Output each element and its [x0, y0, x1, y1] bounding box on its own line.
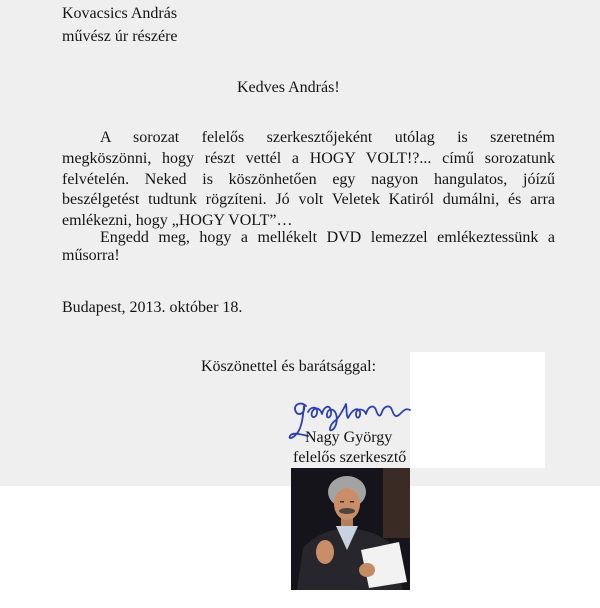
closing-phrase: Köszönettel és barátsággal: — [201, 358, 377, 375]
body-line: A sorozat felelős szerkesztőjeként utólag is szeretném — [100, 129, 555, 146]
body-line: beszélgetést tudtunk rögzíteni. Jó volt Veletek Katiról dumálni, és arra — [62, 191, 555, 209]
hand-holding-paper — [359, 563, 375, 577]
stage-light — [383, 468, 410, 538]
body-paragraph-2 — [62, 229, 555, 265]
raised-hand — [316, 540, 334, 564]
signer-name: Nagy György — [305, 429, 393, 446]
right-eye — [350, 501, 354, 503]
body-line: felvételén. Neked is köszönhetően egy nagyon hangulatos, jóízű — [62, 170, 555, 188]
face — [334, 488, 360, 520]
recipient-title: művész úr részére — [62, 28, 178, 45]
signer-photo — [291, 468, 410, 590]
body-line: Engedd meg, hogy a mellékelt DVD lemezzel emlékeztessünk a — [100, 229, 555, 246]
body-paragraph-1 — [62, 128, 555, 232]
recipient-name: Kovacsics András — [62, 5, 178, 22]
mustache — [339, 508, 355, 514]
signature-cursive-stroke — [308, 404, 410, 430]
place-and-date: Budapest, 2013. október 18. — [62, 299, 243, 316]
white-patch — [410, 352, 545, 468]
signer-role: felelős szerkesztő — [293, 449, 407, 466]
left-eye — [340, 501, 344, 503]
body-line: emlékezni, hogy „HOGY VOLT”… — [62, 212, 293, 229]
salutation: Kedves András! — [237, 79, 340, 96]
body-line: műsorra! — [62, 247, 120, 264]
body-line: megköszönni, hogy részt vettél a HOGY VOLT!?... című sorozatunk — [62, 149, 555, 167]
